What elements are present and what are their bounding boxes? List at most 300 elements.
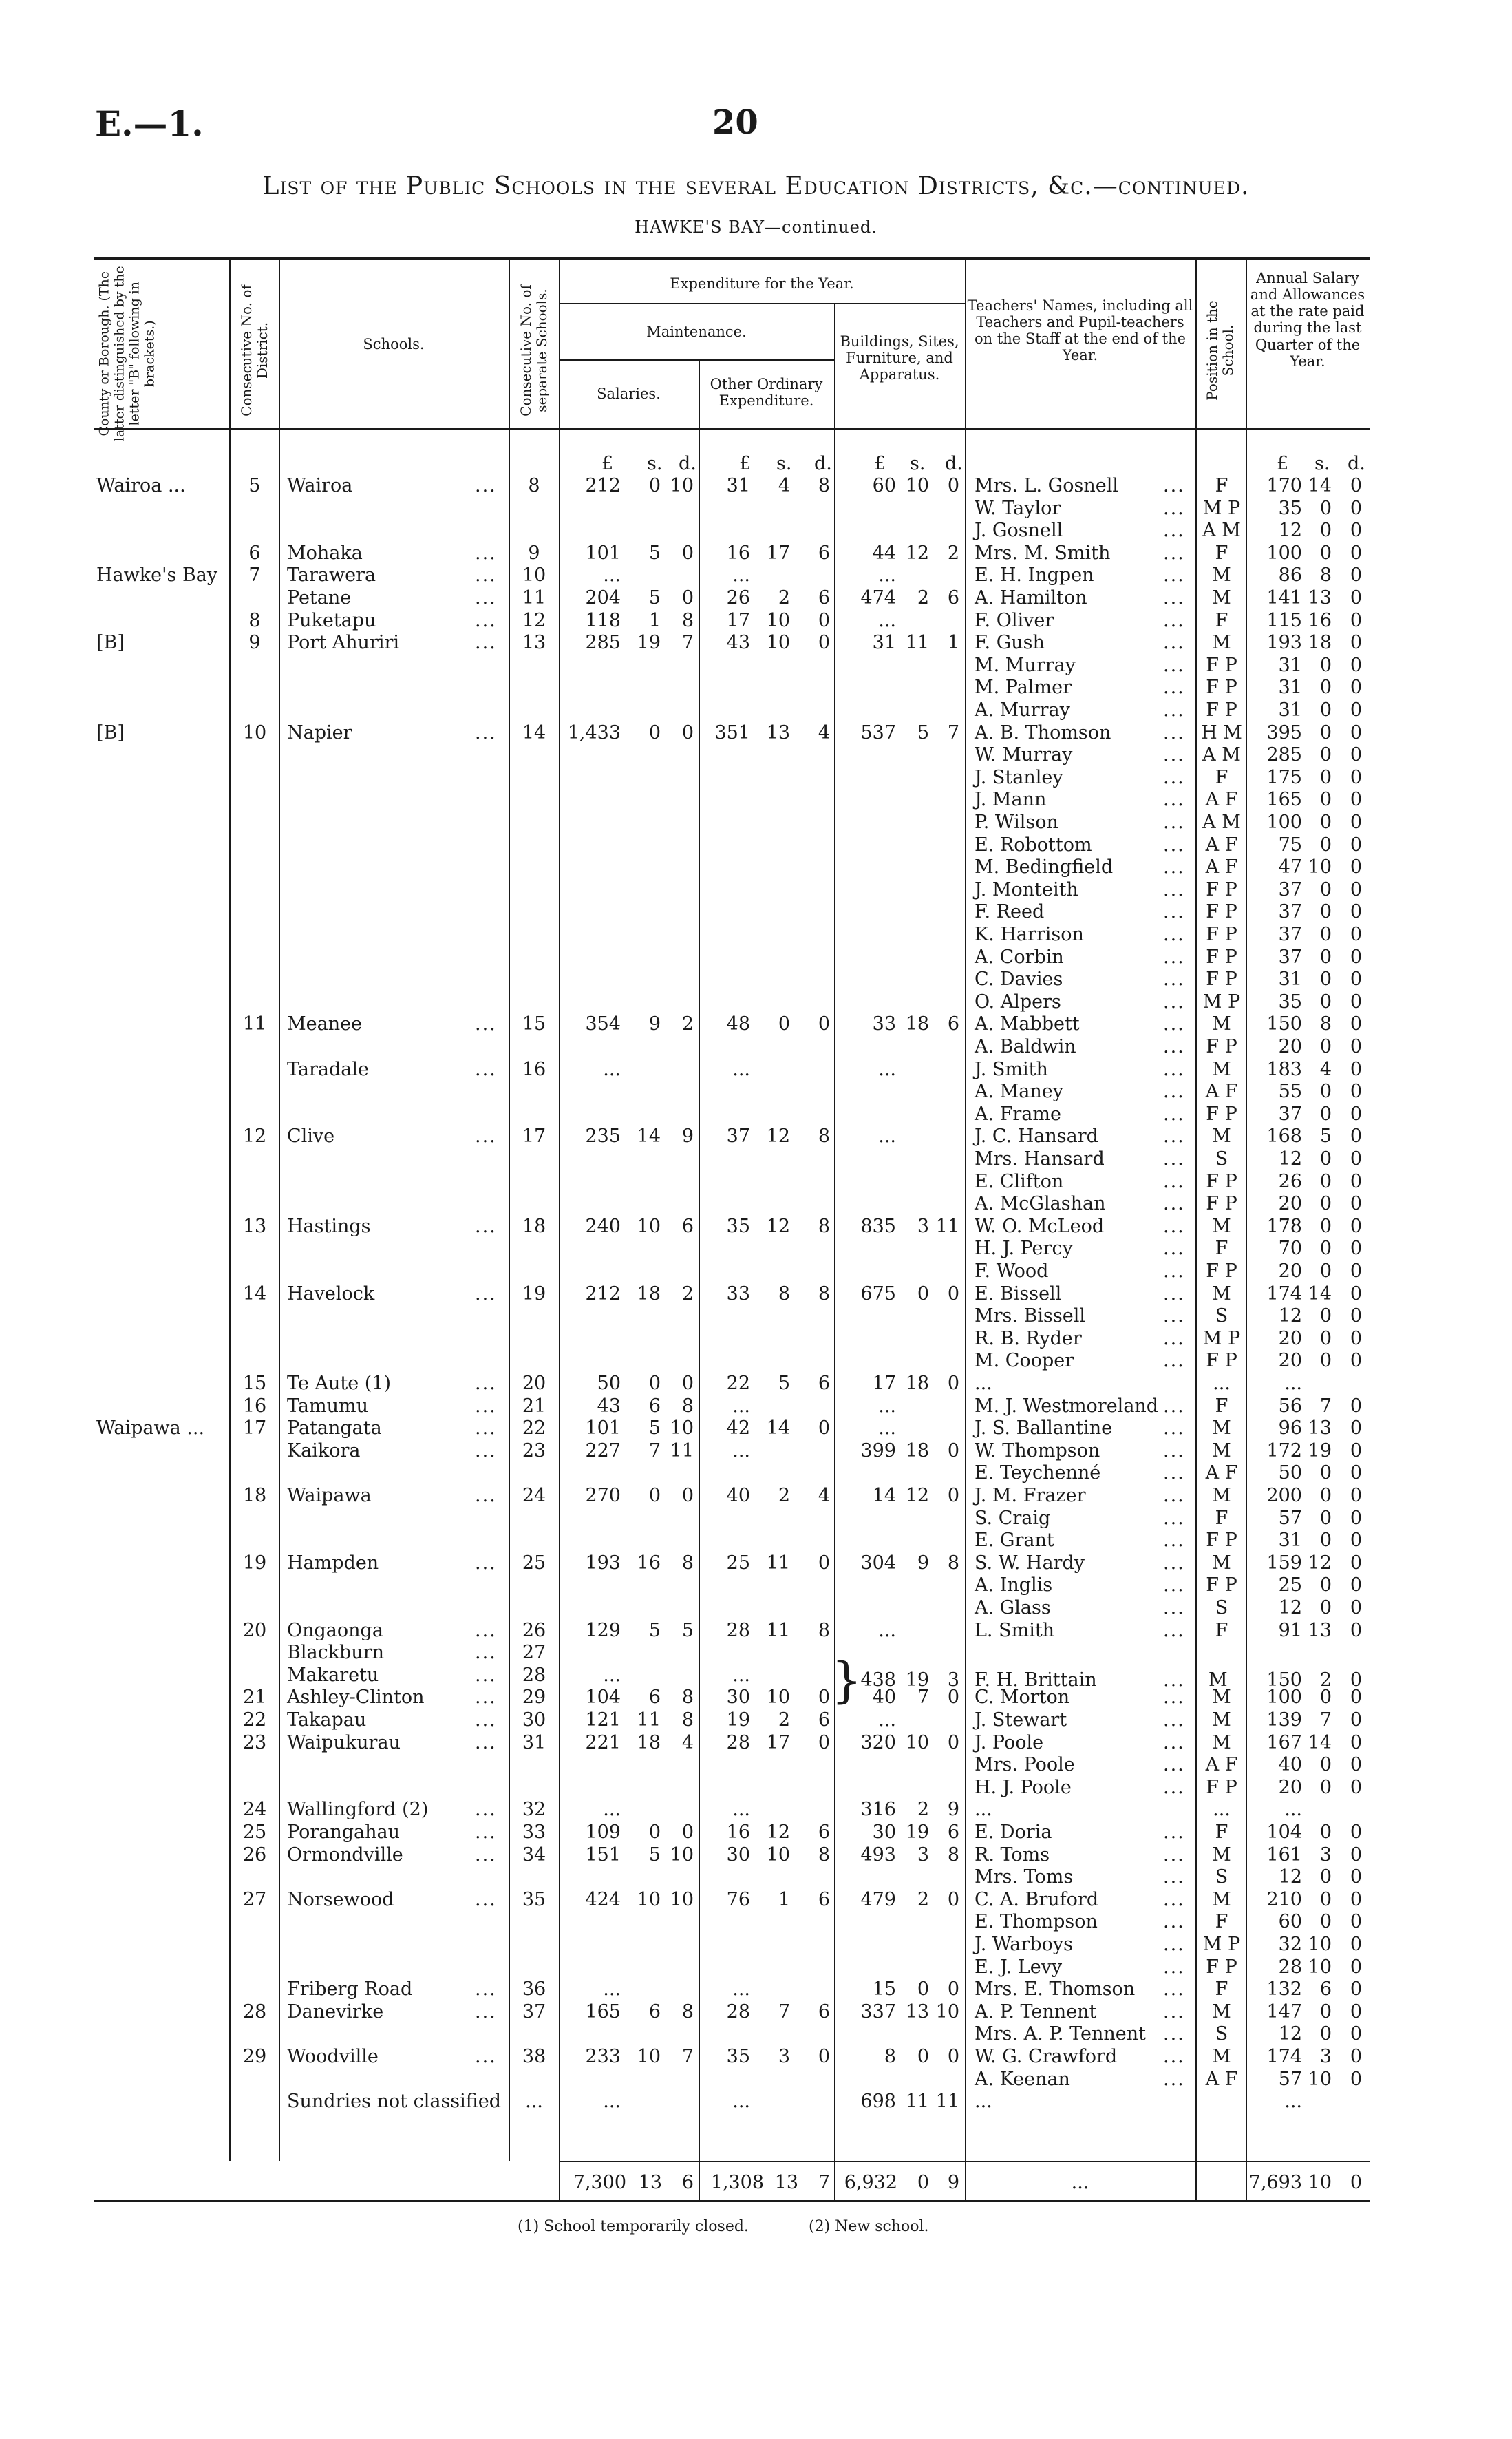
leader-dots: ... — [1163, 1013, 1185, 1035]
bld-d: 7 — [947, 721, 959, 743]
pay-d: 0 — [1350, 632, 1362, 654]
teacher-name: P. Wilson — [975, 812, 1058, 833]
separate-no: ... — [525, 2091, 543, 2113]
school-name: Patangata — [287, 1417, 382, 1439]
oth-pound: 16 — [726, 1822, 750, 1843]
leader-dots: ... — [1163, 721, 1185, 743]
position: A F — [1205, 789, 1238, 811]
sal-s: 10 — [637, 1888, 661, 1910]
oth-s: 17 — [766, 1731, 790, 1753]
school-name: Meanee — [287, 1013, 363, 1035]
page-title: List of the Public Schools in the several Education Districts, &c.—continued. — [262, 172, 1250, 200]
table-row — [0, 901, 1512, 923]
teacher-name: J. Monteith — [975, 878, 1078, 900]
pay-s: 0 — [1319, 2023, 1332, 2045]
leader-dots: ... — [1163, 1552, 1185, 1574]
sal-s: 16 — [637, 1552, 661, 1574]
position: M — [1212, 2046, 1231, 2067]
teacher-name: Mrs. E. Thomson — [975, 1978, 1136, 2000]
pay-d: 0 — [1350, 2046, 1362, 2067]
pay-d: 0 — [1350, 2068, 1362, 2090]
separate-no: 36 — [522, 1978, 546, 2000]
leader-dots: ... — [1163, 1844, 1185, 1866]
pay-d: 0 — [1350, 1844, 1362, 1866]
district-no: 17 — [242, 1417, 267, 1439]
school-name: Waipukurau — [287, 1731, 401, 1753]
pay-s: 0 — [1319, 969, 1332, 991]
pay-d: 0 — [1350, 475, 1362, 496]
sal-d: 0 — [681, 542, 694, 564]
sal-pound: ... — [603, 1664, 621, 1686]
separate-no: 20 — [522, 1373, 546, 1394]
pay-s: 8 — [1319, 564, 1332, 587]
sal-s: 5 — [648, 1844, 661, 1866]
pay-pound: 175 — [1266, 766, 1302, 788]
position: M P — [1202, 991, 1241, 1013]
total-bld-pound: 6,932 — [844, 2172, 897, 2193]
pay-pound: ... — [1284, 1799, 1302, 1821]
total-pay-s: 10 — [1308, 2172, 1332, 2193]
leader-dots: ... — [1163, 609, 1185, 631]
leader-dots: ... — [475, 1013, 497, 1035]
leader-dots: ... — [475, 2000, 497, 2023]
leader-dots: ... — [475, 2046, 497, 2067]
leader-dots: ... — [1163, 1327, 1185, 1349]
leader-dots: ... — [475, 1215, 497, 1237]
table-row — [0, 812, 1512, 834]
teacher-name: A. Inglis — [975, 1574, 1053, 1596]
teacher-name: C. A. Bruford — [975, 1888, 1099, 1910]
bld-d: d. — [945, 453, 963, 474]
pay-pound: 20 — [1278, 1350, 1302, 1372]
table-row — [0, 969, 1512, 991]
teacher-name: E. Grant — [975, 1530, 1054, 1552]
bld-pound: ... — [878, 564, 896, 587]
pay-d: 0 — [1350, 1888, 1362, 1910]
position: A F — [1205, 2068, 1238, 2090]
sal-s: 6 — [648, 1687, 661, 1709]
pay-s: 3 — [1319, 1844, 1332, 1866]
teacher-name: W. G. Crawford — [975, 2046, 1118, 2067]
total-sal-s: 13 — [638, 2172, 662, 2193]
leader-dots: ... — [475, 1395, 497, 1417]
leader-dots: ... — [1163, 812, 1185, 833]
bld-pound: 44 — [872, 542, 896, 564]
district-no: 19 — [242, 1552, 267, 1574]
leader-dots: ... — [1163, 475, 1185, 496]
oth-pound: 37 — [726, 1126, 750, 1148]
position: M P — [1202, 1327, 1241, 1349]
pay-pound: 100 — [1266, 542, 1302, 564]
position: F P — [1206, 1776, 1237, 1798]
bld-d: 6 — [947, 1013, 959, 1035]
district-no: 15 — [242, 1373, 267, 1394]
pay-pound: 47 — [1278, 856, 1302, 878]
teacher-name: S. W. Hardy — [975, 1552, 1085, 1574]
leader-dots: ... — [1163, 1888, 1185, 1910]
position: A F — [1205, 1462, 1238, 1484]
bld-s: 0 — [917, 1978, 929, 2000]
school-name: Puketapu — [287, 609, 376, 631]
pay-s: 14 — [1308, 1731, 1332, 1753]
district-no: 12 — [242, 1126, 267, 1148]
leader-dots: ... — [1163, 1126, 1185, 1148]
position: F — [1215, 1507, 1228, 1529]
pay-pound: 100 — [1266, 1687, 1302, 1709]
bld-d: 6 — [947, 1822, 959, 1843]
pay-d: 0 — [1350, 1866, 1362, 1888]
sal-s: 0 — [648, 475, 661, 496]
table-row — [0, 1350, 1512, 1372]
pay-s: 0 — [1319, 1215, 1332, 1237]
oth-pound: 35 — [726, 2046, 750, 2067]
table-row — [0, 610, 1512, 632]
header-position: Position in the School. — [1204, 300, 1236, 401]
pay-s: 5 — [1319, 1126, 1332, 1148]
leader-dots: ... — [1163, 1776, 1185, 1798]
position: S — [1215, 1148, 1228, 1170]
total-sal-d: 6 — [681, 2172, 694, 2193]
bld-pound: ... — [878, 1417, 896, 1439]
pay-pound: 159 — [1266, 1552, 1302, 1574]
oth-pound: 28 — [726, 1619, 750, 1641]
position: S — [1215, 1866, 1228, 1888]
table-row — [0, 1373, 1512, 1395]
table-row — [0, 1193, 1512, 1215]
total-sal-pound: 7,300 — [573, 2172, 626, 2193]
oth-pound: 40 — [726, 1485, 750, 1506]
header-salaries: Salaries. — [597, 386, 661, 402]
position: F P — [1206, 1103, 1237, 1125]
sal-pound: 129 — [585, 1619, 621, 1641]
page-number: 20 — [712, 103, 758, 142]
sal-d: d. — [679, 453, 696, 474]
school-name: Mohaka — [287, 542, 363, 564]
teacher-name: E. Robottom — [975, 834, 1092, 856]
combined-pay-s: 2 — [1319, 1669, 1332, 1691]
oth-pound: 33 — [726, 1282, 750, 1305]
leader-dots: ... — [1163, 1462, 1185, 1484]
sal-pound: ... — [603, 1058, 621, 1080]
teacher-name: S. Craig — [975, 1507, 1051, 1529]
oth-s: 12 — [766, 1822, 790, 1843]
position: F P — [1206, 1193, 1237, 1215]
oth-d: 0 — [818, 1013, 830, 1035]
position: H M — [1201, 721, 1242, 743]
teacher-name: E. Doria — [975, 1822, 1052, 1843]
oth-d: 8 — [818, 475, 830, 496]
pay-pound: 150 — [1266, 1013, 1302, 1035]
leader-dots: ... — [1163, 632, 1185, 654]
pay-d: 0 — [1350, 834, 1362, 856]
pay-s: 0 — [1319, 1103, 1332, 1125]
oth-pound: 22 — [726, 1373, 750, 1394]
sal-s: 19 — [637, 632, 661, 654]
sal-pound: 1,433 — [567, 721, 621, 743]
leader-dots: ... — [1163, 564, 1185, 587]
teacher-name: H. J. Poole — [975, 1776, 1072, 1798]
leader-dots: ... — [475, 1552, 497, 1574]
pay-s: 0 — [1319, 1597, 1332, 1618]
pay-d: 0 — [1350, 1530, 1362, 1552]
oth-s: 10 — [766, 632, 790, 654]
bld-pound: 14 — [872, 1485, 896, 1506]
teacher-name: A. Hamilton — [975, 587, 1087, 609]
separate-no: 21 — [522, 1395, 546, 1417]
sal-d: 8 — [681, 609, 694, 631]
district-no: 29 — [242, 2046, 267, 2067]
pay-pound: 35 — [1278, 497, 1302, 519]
oth-d: 0 — [818, 1552, 830, 1574]
pay-s: 0 — [1319, 1081, 1332, 1103]
sal-s: 6 — [648, 2000, 661, 2023]
district-no: 5 — [248, 475, 261, 496]
pay-pound: 12 — [1278, 520, 1302, 542]
oth-d: 8 — [818, 1282, 830, 1305]
teacher-name: F. Reed — [975, 901, 1045, 923]
pay-s: 0 — [1319, 1687, 1332, 1709]
leader-dots: ... — [1163, 542, 1185, 564]
pay-d: 0 — [1350, 1395, 1362, 1417]
pay-s: 19 — [1308, 1439, 1332, 1461]
pay-d: 0 — [1350, 878, 1362, 900]
pay-s: 6 — [1319, 1978, 1332, 2000]
separate-no: 34 — [522, 1844, 546, 1866]
table-row — [0, 542, 1512, 564]
pay-d: 0 — [1350, 1036, 1362, 1057]
table-row — [0, 1485, 1512, 1507]
bld-pound: 33 — [872, 1013, 896, 1035]
school-name: Wairoa — [287, 475, 353, 496]
oth-pound: 35 — [726, 1215, 750, 1237]
pay-d: 0 — [1350, 1282, 1362, 1305]
teacher-name: A. Frame — [975, 1103, 1061, 1125]
separate-no: 10 — [522, 564, 546, 587]
position: M — [1212, 1552, 1231, 1574]
bld-pound: £ — [874, 453, 886, 474]
sal-pound: ... — [603, 2091, 621, 2113]
table-row — [0, 1552, 1512, 1574]
oth-s: 13 — [766, 721, 790, 743]
pay-s: 0 — [1319, 1822, 1332, 1843]
pay-d: 0 — [1350, 969, 1362, 991]
separate-no: 13 — [522, 632, 546, 654]
sal-pound: 101 — [585, 542, 621, 564]
pay-s: 0 — [1319, 991, 1332, 1013]
table-row — [0, 1059, 1512, 1081]
sal-s: 14 — [637, 1126, 661, 1148]
pay-s: 8 — [1319, 1013, 1332, 1035]
bld-s: 2 — [917, 1799, 929, 1821]
total-bld-s: 0 — [917, 2172, 929, 2193]
pay-pound: 210 — [1266, 1888, 1302, 1910]
bld-s: 9 — [917, 1552, 929, 1574]
separate-no: 15 — [522, 1013, 546, 1035]
leader-dots: ... — [1163, 1439, 1185, 1461]
teacher-name: J. C. Hansard — [975, 1126, 1098, 1148]
pay-d: 0 — [1350, 564, 1362, 587]
district-no: 11 — [242, 1013, 267, 1035]
totals-top-rule — [559, 2161, 1370, 2162]
school-name: Wallingford (2) — [287, 1799, 429, 1821]
teacher-name: A. Murray — [975, 699, 1070, 721]
oth-d: 0 — [818, 632, 830, 654]
leader-dots: ... — [475, 542, 497, 564]
pay-pound: 12 — [1278, 1866, 1302, 1888]
sal-pound: 165 — [585, 2000, 621, 2023]
school-name: Blackburn — [287, 1642, 385, 1664]
position: A F — [1205, 1754, 1238, 1776]
position: F P — [1206, 901, 1237, 923]
pay-s: 10 — [1308, 2068, 1332, 2090]
leader-dots: ... — [475, 1844, 497, 1866]
bld-s: 3 — [917, 1215, 929, 1237]
table-row — [0, 1911, 1512, 1933]
sal-s: s. — [647, 453, 663, 474]
sal-pound: £ — [601, 453, 614, 474]
oth-d: 0 — [818, 2046, 830, 2067]
county-name: Wairoa ... — [96, 475, 186, 496]
pay-d: 0 — [1350, 1462, 1362, 1484]
sal-pound: ... — [603, 1978, 621, 2000]
leader-dots: ... — [1163, 1822, 1185, 1843]
table-row — [0, 2069, 1512, 2091]
pay-s: 0 — [1319, 1507, 1332, 1529]
pay-s: 0 — [1319, 654, 1332, 676]
oth-pound: 25 — [726, 1552, 750, 1574]
leader-dots: ... — [1163, 587, 1185, 609]
sal-d: 10 — [670, 1888, 694, 1910]
pay-pound: 55 — [1278, 1081, 1302, 1103]
leader-dots: ... — [1163, 969, 1185, 991]
pay-pound: 174 — [1266, 1282, 1302, 1305]
leader-dots: ... — [475, 1731, 497, 1753]
header-other: Other Ordinary Expenditure. — [710, 376, 823, 410]
leader-dots: ... — [475, 721, 497, 743]
leader-dots: ... — [1163, 1507, 1185, 1529]
table-row — [0, 1283, 1512, 1305]
table-row — [0, 1620, 1512, 1642]
school-name: Waipawa — [287, 1485, 372, 1506]
teacher-name: R. Toms — [975, 1844, 1050, 1866]
county-name: [B] — [96, 632, 125, 654]
pay-pound: 31 — [1278, 699, 1302, 721]
bld-pound: ... — [878, 609, 896, 631]
bld-d: 0 — [947, 1282, 959, 1305]
sal-s: 0 — [648, 1485, 661, 1506]
district-no: 26 — [242, 1844, 267, 1866]
table-row — [0, 1799, 1512, 1821]
position: M — [1212, 1687, 1231, 1709]
leader-dots: ... — [475, 1619, 497, 1641]
bld-d: 9 — [947, 1799, 959, 1821]
combined-row — [0, 1669, 1512, 1691]
bld-s: 12 — [905, 542, 929, 564]
pay-s: 0 — [1319, 542, 1332, 564]
oth-s: 10 — [766, 1687, 790, 1709]
leader-dots: ... — [475, 1058, 497, 1080]
position: M — [1212, 1282, 1231, 1305]
bld-pound: 537 — [860, 721, 896, 743]
teacher-name: ... — [975, 1799, 992, 1821]
combined-pay-pound: 150 — [1266, 1669, 1302, 1691]
bld-pound: 474 — [860, 587, 896, 609]
leader-dots: ... — [475, 475, 497, 496]
footnote-2: (2) New school. — [809, 2218, 929, 2235]
teacher-name: E. Clifton — [975, 1170, 1064, 1192]
combined-bld-s: 19 — [905, 1669, 929, 1691]
table-row — [0, 1081, 1512, 1103]
header-salary: Annual Salary and Allowances at the rate paid during the last Quarter of the Year. — [1250, 270, 1365, 370]
pay-s: 0 — [1319, 1260, 1332, 1282]
oth-s: 11 — [766, 1619, 790, 1641]
oth-pound: 76 — [726, 1888, 750, 1910]
pay-s: 0 — [1319, 699, 1332, 721]
bld-d: 0 — [947, 1373, 959, 1394]
pay-s: 0 — [1319, 789, 1332, 811]
table-row — [0, 1978, 1512, 2000]
pay-pound: 12 — [1278, 1148, 1302, 1170]
table-row — [0, 1709, 1512, 1731]
oth-d: 6 — [818, 542, 830, 564]
position: A M — [1202, 744, 1241, 766]
pay-d: 0 — [1350, 766, 1362, 788]
teacher-name: O. Alpers — [975, 991, 1061, 1013]
teacher-name: J. Poole — [975, 1731, 1044, 1753]
separate-no: 8 — [528, 475, 540, 496]
pay-d: 0 — [1350, 542, 1362, 564]
sal-pound: 43 — [597, 1395, 621, 1417]
position: F P — [1206, 654, 1237, 676]
pay-pound: 25 — [1278, 1574, 1302, 1596]
position: M — [1212, 1058, 1231, 1080]
pay-pound: 35 — [1278, 991, 1302, 1013]
sal-pound: ... — [603, 1799, 621, 1821]
table-row — [0, 1777, 1512, 1799]
oth-s: 12 — [766, 1126, 790, 1148]
teacher-name: J. Warboys — [975, 1934, 1073, 1955]
leader-dots: ... — [475, 1282, 497, 1305]
oth-d: 6 — [818, 2000, 830, 2023]
bld-s: 2 — [917, 1888, 929, 1910]
district-no: 22 — [242, 1709, 267, 1731]
table-row — [0, 2023, 1512, 2045]
bld-s: 0 — [917, 2046, 929, 2067]
school-name: Makaretu — [287, 1664, 379, 1686]
header-schools: Schools. — [363, 336, 425, 352]
sal-pound: 50 — [597, 1373, 621, 1394]
bld-d: 0 — [947, 2046, 959, 2067]
pay-s: s. — [1314, 453, 1330, 474]
table-row — [0, 1889, 1512, 1911]
sal-pound: 233 — [585, 2046, 621, 2067]
pay-d: 0 — [1350, 1709, 1362, 1731]
leader-dots: ... — [1163, 1148, 1185, 1170]
separate-no: 25 — [522, 1552, 546, 1574]
pay-s: 0 — [1319, 766, 1332, 788]
pay-pound: 161 — [1266, 1844, 1302, 1866]
pay-s: 0 — [1319, 834, 1332, 856]
oth-s: 2 — [778, 587, 790, 609]
sal-d: 10 — [670, 1417, 694, 1439]
sal-s: 0 — [648, 1373, 661, 1394]
leader-dots: ... — [1163, 699, 1185, 721]
school-name: Danevirke — [287, 2000, 384, 2023]
oth-s: 3 — [778, 2046, 790, 2067]
pay-pound: 50 — [1278, 1462, 1302, 1484]
table-row — [0, 1305, 1512, 1327]
pay-d: 0 — [1350, 1934, 1362, 1955]
